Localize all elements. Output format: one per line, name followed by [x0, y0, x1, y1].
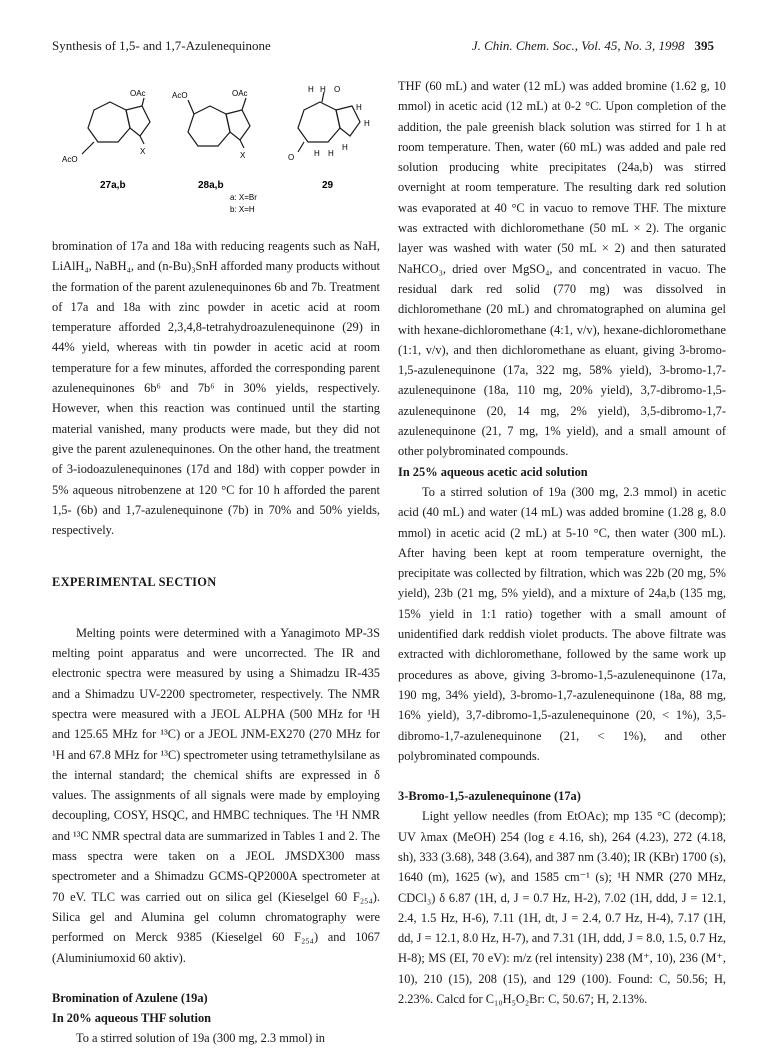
scheme-x-1: X — [140, 147, 146, 156]
page-number: 395 — [694, 38, 714, 53]
scheme-oac-2: OAc — [232, 89, 248, 98]
legend-a: a: X=Br — [230, 193, 257, 202]
scheme-h-1: H — [308, 85, 314, 94]
right-paragraph-3: Light yellow needles (from EtOAc); mp 135 °C (decomp); UV λmax (MeOH) 254 (log ε 4.16, sh), 264 (4.23), 272 (4.18, sh), 333 (3.68), 348 (3.64), and 387 nm (3.40); IR (KBr) 1700 (s), 1640 (m), 1625 (w), and 1585 cm⁻¹ (s); ¹H NMR (270 MHz, CDCl₃) δ 6.87 (1H, d, J = 0.7 Hz, H-2), 7.02 (1H, ddd, J = 12.1, 2.4, 1.5 Hz, H-6), 7.11 (1H, dt, J = 2.4, 0.7 Hz, H-4), 7.17 (1H, dd, J = 12.1, 8.0 Hz, H-7), and 7.31 (1H, ddd, J = 8.0, 1.5, 0.7 Hz, H-8); MS (EI, 70 eV): m/z (rel intensity) 238 (M⁺, 10), 236 (M⁺, 10), 210 (15), 208 (15), and 129 (100). Found: C, 50.56; H, 2.23%. Calcd for C₁₀H₅O₂Br: C, 50.67; H, 2.13%. — [398, 809, 726, 1007]
scheme-h-2: H — [320, 85, 326, 94]
bromination-subheading: Bromination of Azulene (19a) — [52, 990, 208, 1005]
structures-figure — [52, 80, 380, 230]
scheme-h-5: H — [314, 149, 320, 158]
right-column — [398, 76, 726, 1009]
seven-ring-28 — [188, 106, 230, 146]
left-paragraph-2: Melting points were determined with a Yanagimoto MP-3S melting point apparatus and were uncorrected. The IR and electronic spectra were measured by using a Shimadzu IR-435 and a Shimadzu UV-2200 spectrometer, respectively. The NMR spectra were measured with a JEOL ALPHA (500 MHz for ¹H and 125.65 MHz for ¹³C) or a JEOL JNM-EX270 (270 MHz for ¹H and 67.8 MHz for ¹³C) spectrometer using tetramethylsilane as the internal standard; the chemical shifts are expressed in δ values. The assignments of all signals were made by employing decoupling, COSY, HSQC, and HMBC techniques. The ¹H NMR and ¹³C NMR spectral data are summarized in Tables 1 and 2. The mass spectra were taken on a JEOL JMSDX300 mass spectrometer and a Shimadzu GCMS-QP2000A spectrometer at 70 eV. TLC was carried out on silica gel (Kieselgel 60 F₂₅₄). Silica gel and Alumina gel column chromatography were performed on Merck 9385 (Kieselgel 60 F₂₅₄) and 1067 (Aluminiumoxid 60 aktiv). — [52, 625, 380, 965]
five-ring-28 — [226, 110, 250, 140]
compound-29-label: 29 — [322, 180, 334, 191]
compound-17a-heading: 3-Bromo-1,5-azulenequinone (17a) — [398, 789, 581, 804]
journal-citation: J. Chin. Chem. Soc., Vol. 45, No. 3, 1998 — [471, 38, 685, 53]
scheme-x-2: X — [240, 151, 246, 160]
running-header-title: Synthesis of 1,5- and 1,7-Azulenequinone — [52, 38, 271, 53]
thf-solution-subheading: In 20% aqueous THF solution — [52, 1011, 212, 1026]
scheme-o-2: O — [288, 153, 295, 162]
scheme-aco-1: AcO — [62, 155, 78, 164]
chemical-scheme — [52, 80, 380, 230]
right-paragraph-2: To a stirred solution of 19a (300 mg, 2.3 mmol) in acetic acid (40 mL) and water (14 mL) was added bromine (1.28 g, 8.0 mmol) in acetic acid (2 mL) at 5-10 °C, then water (300 mL). After having been kept at room temperature overnight, the precipitate was collected by filtration, which was 22b (20 mg, 5% yield), 23b (21 mg, 5% yield), and a mixture of 24a,b (135 mg, 15% yield in 1:1 ratio) together with a small amount of unidentified dark reddish violet products. The above filtrate was extracted with dichloromethane, followed by the same work up procedures as above, giving 3-bromo-1,5-azulenequinone (17a, 190 mg, 34% yield), 3-bromo-1,7-azulenequinone (18a, 88 mg, 16% yield), 3,7-dibromo-1,5-azulenequinone (20, < 1%), 3,5-dibromo-1,7-azulenequinone (21, < 1%), and other polybrominated compounds. — [398, 484, 726, 763]
scheme-h-3: H — [356, 103, 362, 112]
scheme-o-1: O — [334, 85, 341, 94]
scheme-oac-1: OAc — [130, 89, 146, 98]
compound-28-label: 28a,b — [198, 180, 224, 191]
scheme-h-4: H — [364, 119, 370, 128]
compound-27-label: 27a,b — [100, 180, 126, 191]
left-paragraph-3: To a stirred solution of 19a (300 mg, 2.3 mmol) in — [76, 1031, 325, 1046]
left-column — [52, 236, 380, 1049]
running-header-journal — [472, 38, 714, 54]
right-paragraph-1: THF (60 mL) and water (12 mL) was added bromine (1.62 g, 10 mmol) in acetic acid (12 mL) at 0-2 °C. Upon completion of the addition, the pale greenish black solution was stirred for 1 h at room temperature. Then, water (60 mL) was added and pale red solution producing white precipitates (24a,b) was stirred overnight at room temperature. The resulting dark red solution was evaporated at 40 °C in vacuo to remove THF. The mixture was extracted with dichloromethane (50 mL × 2). The organic layer was washed with water (50 mL × 2) and then saturated NaHCO₃, dried over MgSO₄, and concentrated in vacuo. The residual dark red solid (770 mg) was dissolved in dichloromethane (20 mL) and chromatographed on alumina gel with hexane-dichloromethane (4:1, v/v), hexane-dichloromethane (1:1, v/v), and then dichloromethane as eluant, giving 3-bromo-1,5-azulenequinone (17a, 322 mg, 58% yield), 3-bromo-1,7-azulenequinone (18a, 110 mg, 20% yield), 3,7-dibromo-1,5-azulenequinone (20, 14 mg, 2% yield), 3,5-dibromo-1,7-azulenequinone (21, 7 mg, 1% yield), and a small amount of other polybrominated compounds. — [398, 79, 726, 459]
seven-ring-29 — [298, 102, 340, 142]
seven-ring-27 — [88, 102, 130, 142]
legend-b: b: X=H — [230, 205, 255, 214]
scheme-h-7: H — [342, 143, 348, 152]
acetic-acid-subheading: In 25% aqueous acetic acid solution — [398, 464, 588, 479]
left-paragraph-1: bromination of 17a and 18a with reducing reagents such as NaH, LiAlH₄, NaBH₄, and (n-Bu)₃SnH afforded many products without the formation of the parent azulenequinones 6b and 7b. Treatment of 17a and 18a with zinc powder in acetic acid at room temperature afforded 2,3,4,8-tetrahydroazulenequinone (29) in 44% yield, whereas with tin powder in acetic acid at room temperature for a few minutes, afforded the corresponding parent azulenequinones 6b⁶ and 7b⁶ in 30% yields, respectively. However, when this reaction was continued until the starting material vanished, many products were made, but they did not give the parent azulenequinones. On the other hand, the treatment of 3-iodoazulenequinones (17d and 18d) with copper powder in 5% aqueous nitrobenzene at 120 °C for 10 h afforded the parent 1,5- (6b) and 1,7-azulenequinone (7b) in 70% and 50% yields, respectively. — [52, 239, 380, 538]
scheme-h-6: H — [328, 149, 334, 158]
experimental-section-heading: EXPERIMENTAL SECTION — [52, 575, 217, 590]
scheme-aco-2: AcO — [172, 91, 188, 100]
five-ring-27 — [126, 106, 150, 136]
